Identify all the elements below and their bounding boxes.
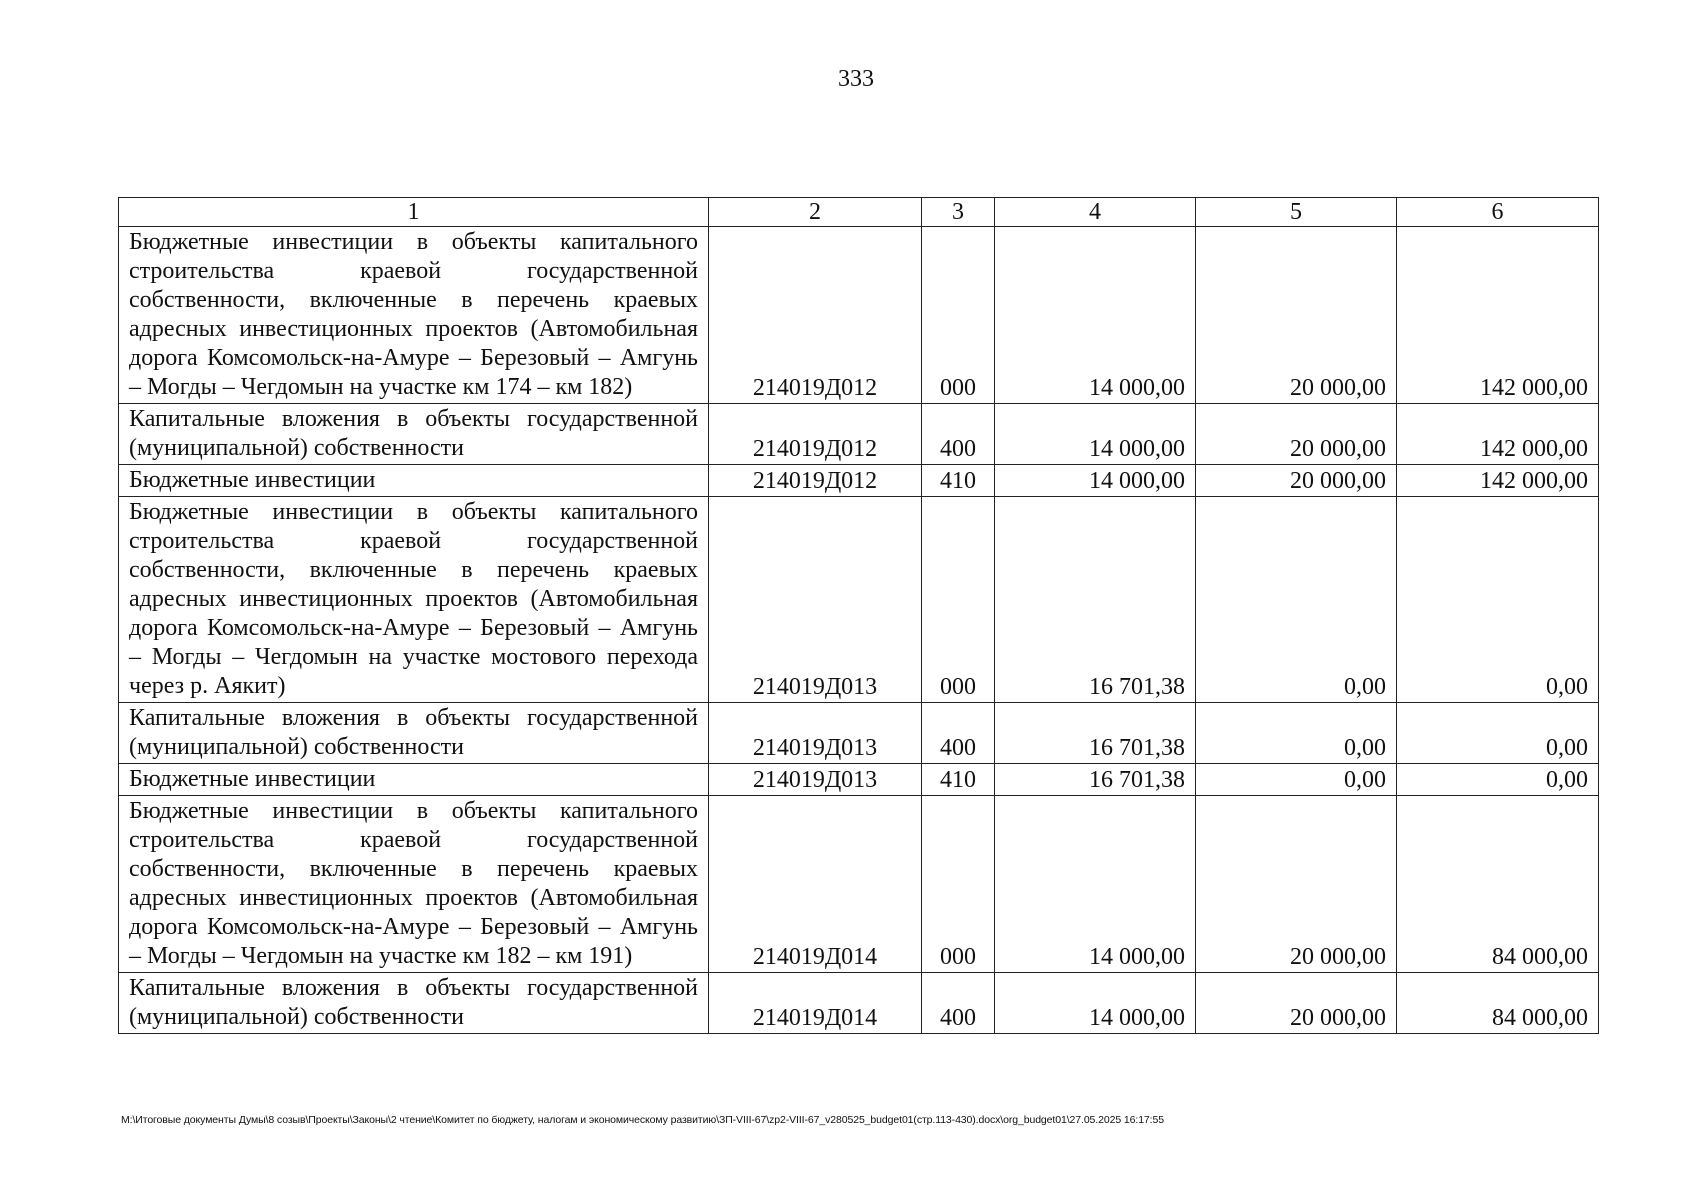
row-value-col5-cell: 20 000,00 <box>1196 973 1397 1034</box>
row-code-cell: 214019Д013 <box>709 497 922 703</box>
table-row <box>119 227 1599 404</box>
column-header: 4 <box>995 198 1196 227</box>
row-value-col6-cell: 0,00 <box>1397 764 1599 796</box>
row-code-cell: 214019Д014 <box>709 973 922 1034</box>
row-value-col6-cell: 0,00 <box>1397 703 1599 764</box>
row-code-cell: 214019Д013 <box>709 764 922 796</box>
row-name-cell: Бюджетные инвестиции <box>119 764 709 796</box>
table-row <box>119 404 1599 465</box>
row-value-col5-cell: 20 000,00 <box>1196 227 1397 404</box>
row-value-col6-cell: 142 000,00 <box>1397 465 1599 497</box>
document-file-path: M:\Итоговые документы Думы\8 созыв\Проекты\Законы\2 чтение\Комитет по бюджету, налогам и экономическому развитию\ЗП-VIII-67\zp2-VIII-67_v280525_budget01(стр.113-430).docx\org_budget01\27.05.2025 16:17:55 <box>121 1114 1164 1126</box>
row-name-cell: Бюджетные инвестиции в объекты капитального строительства краевой государственной собственности, включенные в перечень краевых адресных инвестиционных проектов (Автомобильная дорога Комсомольск-на-Амуре – Березовый – Амгунь – Могды – Чегдомын на участке мостового перехода через р. Аякит) <box>119 497 709 703</box>
row-name-cell: Капитальные вложения в объекты государственной (муниципальной) собственности <box>119 404 709 465</box>
row-name-cell: Капитальные вложения в объекты государственной (муниципальной) собственности <box>119 703 709 764</box>
row-value-col6-cell: 142 000,00 <box>1397 404 1599 465</box>
budget-table <box>118 197 1599 1034</box>
row-value-col4-cell: 16 701,38 <box>995 764 1196 796</box>
table-row <box>119 796 1599 973</box>
row-value-col5-cell: 20 000,00 <box>1196 796 1397 973</box>
row-value-col4-cell: 14 000,00 <box>995 404 1196 465</box>
row-type-cell: 000 <box>922 227 995 404</box>
row-value-col6-cell: 84 000,00 <box>1397 796 1599 973</box>
table-row <box>119 764 1599 796</box>
table-row <box>119 703 1599 764</box>
row-value-col6-cell: 142 000,00 <box>1397 227 1599 404</box>
row-type-cell: 000 <box>922 497 995 703</box>
row-value-col5-cell: 0,00 <box>1196 497 1397 703</box>
row-type-cell: 400 <box>922 703 995 764</box>
row-value-col4-cell: 16 701,38 <box>995 497 1196 703</box>
table-header-row <box>119 198 1599 227</box>
row-value-col5-cell: 20 000,00 <box>1196 404 1397 465</box>
table-row <box>119 465 1599 497</box>
row-code-cell: 214019Д013 <box>709 703 922 764</box>
row-code-cell: 214019Д012 <box>709 227 922 404</box>
row-code-cell: 214019Д012 <box>709 404 922 465</box>
row-name-cell: Бюджетные инвестиции <box>119 465 709 497</box>
row-value-col5-cell: 20 000,00 <box>1196 465 1397 497</box>
row-type-cell: 000 <box>922 796 995 973</box>
row-value-col6-cell: 84 000,00 <box>1397 973 1599 1034</box>
column-header: 3 <box>922 198 995 227</box>
row-name-cell: Капитальные вложения в объекты государственной (муниципальной) собственности <box>119 973 709 1034</box>
row-type-cell: 400 <box>922 973 995 1034</box>
row-value-col4-cell: 14 000,00 <box>995 973 1196 1034</box>
row-name-cell: Бюджетные инвестиции в объекты капитального строительства краевой государственной собственности, включенные в перечень краевых адресных инвестиционных проектов (Автомобильная дорога Комсомольск-на-Амуре – Березовый – Амгунь – Могды – Чегдомын на участке км 182 – км 191) <box>119 796 709 973</box>
row-value-col4-cell: 16 701,38 <box>995 703 1196 764</box>
table-row <box>119 973 1599 1034</box>
row-type-cell: 400 <box>922 404 995 465</box>
row-value-col5-cell: 0,00 <box>1196 764 1397 796</box>
row-value-col4-cell: 14 000,00 <box>995 227 1196 404</box>
column-header: 5 <box>1196 198 1397 227</box>
page-number: 333 <box>838 66 874 92</box>
row-code-cell: 214019Д014 <box>709 796 922 973</box>
column-header: 1 <box>119 198 709 227</box>
row-type-cell: 410 <box>922 764 995 796</box>
row-value-col5-cell: 0,00 <box>1196 703 1397 764</box>
row-value-col4-cell: 14 000,00 <box>995 796 1196 973</box>
row-value-col4-cell: 14 000,00 <box>995 465 1196 497</box>
row-type-cell: 410 <box>922 465 995 497</box>
row-value-col6-cell: 0,00 <box>1397 497 1599 703</box>
column-header: 2 <box>709 198 922 227</box>
row-code-cell: 214019Д012 <box>709 465 922 497</box>
row-name-cell: Бюджетные инвестиции в объекты капитального строительства краевой государственной собственности, включенные в перечень краевых адресных инвестиционных проектов (Автомобильная дорога Комсомольск-на-Амуре – Березовый – Амгунь – Могды – Чегдомын на участке км 174 – км 182) <box>119 227 709 404</box>
table-row <box>119 497 1599 703</box>
column-header: 6 <box>1397 198 1599 227</box>
